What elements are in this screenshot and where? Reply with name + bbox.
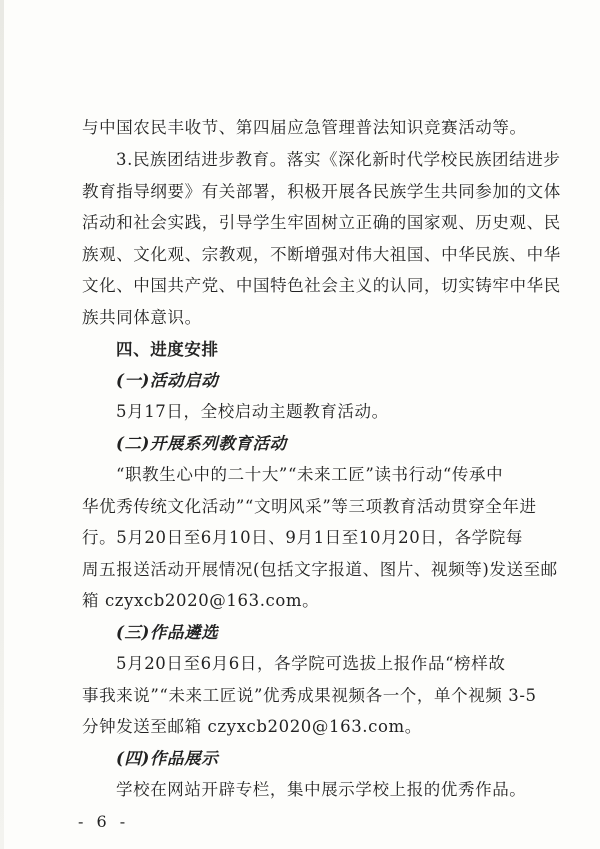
paragraph-line: 箱 czyxcb2020@163.com。 [82,591,320,610]
paragraph-line: 事我来说”“未来工匠说”优秀成果视频各一个，单个视频 3-5 [82,686,537,705]
page-number: - 6 - [78,812,130,831]
paragraph-line: 与中国农民丰收节、第四届应急管理普法知识竞赛活动等。 [82,118,527,137]
subsection-heading: (三)作品遴选 [116,623,219,642]
paragraph-line: 5月20日至6月6日，各学院可选拔上报作品“榜样故 [116,654,506,673]
subsection-heading: (四)作品展示 [116,749,219,768]
subsection-heading: (一)活动启动 [116,371,219,390]
paragraph-line: 文化、中国共产党、中国特色社会主义的认同，切实铸牢中华民 [82,276,561,295]
paragraph-line: 族观、文化观、宗教观，不断增强对伟大祖国、中华民族、中华 [82,245,561,264]
paragraph-line: 行。5月20日至6月10日、9月1日至10月20日，各学院每 [82,528,523,547]
paragraph-line: 3.民族团结进步教育。落实《深化新时代学校民族团结进步 [116,150,561,169]
scan-edge [0,0,4,849]
paragraph-line: 分钟发送至邮箱 czyxcb2020@163.com。 [82,717,422,736]
paragraph-line: 周五报送活动开展情况(包括文字报道、图片、视频等)发送至邮 [82,560,558,579]
paragraph-line: 5月17日，全校启动主题教育活动。 [116,402,389,421]
paragraph-line: 学校在网站开辟专栏，集中展示学校上报的优秀作品。 [116,780,527,799]
paragraph-line: 族共同体意识。 [82,308,202,327]
section-heading: 四、进度安排 [116,340,219,359]
paragraph-line: 教育指导纲要》有关部署，积极开展各民族学生共同参加的文体 [82,182,561,201]
subsection-heading: (二)开展系列教育活动 [116,434,287,453]
paragraph-line: “职教生心中的二十大”“未来工匠”读书行动“传承中 [116,465,504,484]
paragraph-line: 活动和社会实践，引导学生牢固树立正确的国家观、历史观、民 [82,213,561,232]
paragraph-line: 华优秀传统文化活动”“文明风采”等三项教育活动贯穿全年进 [82,497,537,516]
